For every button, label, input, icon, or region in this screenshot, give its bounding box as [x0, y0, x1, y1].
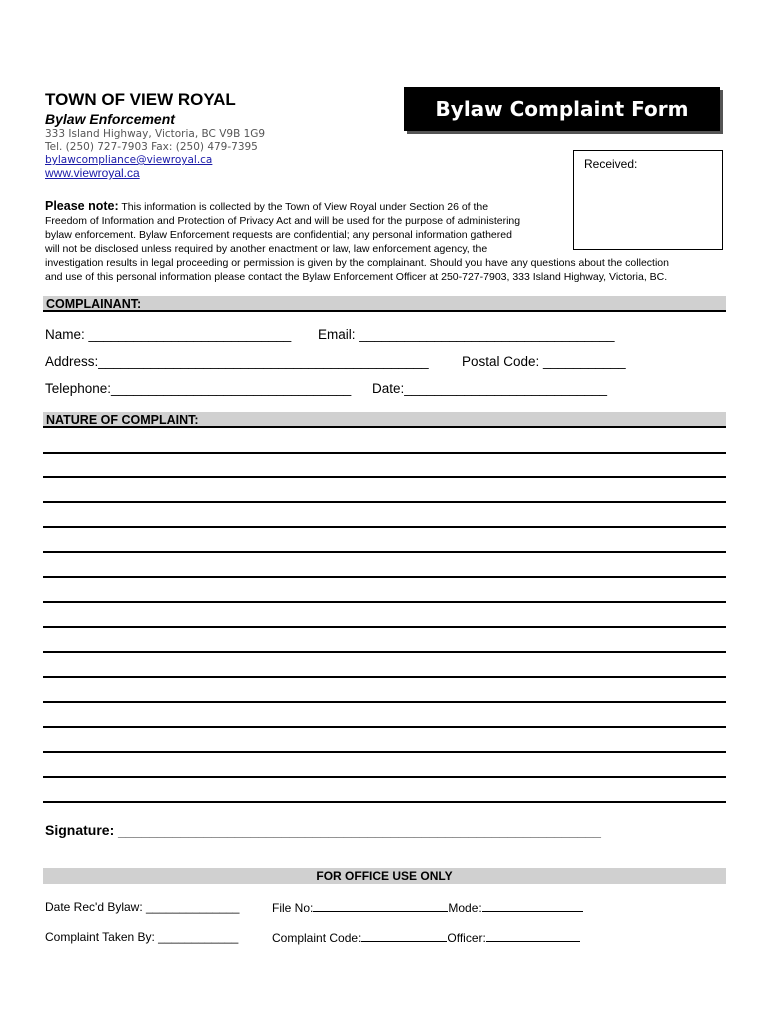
- mode-label: Mode:: [448, 901, 482, 915]
- address-line: 333 Island Highway, Victoria, BC V9B 1G9: [45, 128, 266, 140]
- complaint-line[interactable]: [43, 551, 726, 553]
- note-line-5: investigation results in legal proceeding or permission is given by the complainant. Should you have any questions about the collection: [45, 257, 669, 269]
- complaint-line[interactable]: [43, 751, 726, 753]
- note-line-3: bylaw enforcement. Bylaw Enforcement requests are confidential; any personal information gathered: [45, 229, 512, 241]
- telephone-field[interactable]: Telephone:________________________________: [45, 381, 352, 396]
- form-title: Bylaw Complaint Form: [404, 87, 720, 131]
- name-field[interactable]: Name: ___________________________: [45, 327, 292, 342]
- website-link[interactable]: www.viewroyal.ca: [45, 166, 140, 180]
- complaint-code-field[interactable]: [272, 930, 580, 945]
- signature-field[interactable]: [45, 822, 601, 838]
- privacy-note: [45, 199, 725, 284]
- postal-code-field[interactable]: Postal Code: ___________: [462, 354, 626, 369]
- signature-label: Signature:: [45, 822, 115, 838]
- office-use-heading: FOR OFFICE USE ONLY: [43, 868, 726, 884]
- nature-heading: NATURE OF COMPLAINT:: [43, 412, 726, 428]
- note-line-2: Freedom of Information and Protection of Privacy Act and will be used for the purpose of administering: [45, 215, 521, 227]
- contact-block: [45, 128, 265, 167]
- complaint-code-label: Complaint Code:: [272, 931, 362, 945]
- phone-fax-line: Tel. (250) 727-7903 Fax: (250) 479-7395: [45, 141, 258, 153]
- complainant-heading: COMPLAINANT:: [43, 296, 726, 312]
- note-line-1: Please note: This information is collected by the Town of View Royal under Section 26 of the: [45, 199, 489, 213]
- complaint-line[interactable]: [43, 626, 726, 628]
- complaint-line[interactable]: [43, 701, 726, 703]
- note-label: Please note:: [45, 199, 119, 213]
- complaint-line[interactable]: [43, 526, 726, 528]
- email-field[interactable]: Email: __________________________________: [318, 327, 615, 342]
- file-no-label: File No:: [272, 901, 314, 915]
- complaint-code-line[interactable]: [361, 930, 447, 942]
- complaint-line[interactable]: [43, 476, 726, 478]
- file-no-field[interactable]: [272, 900, 583, 915]
- email-link[interactable]: bylawcompliance@viewroyal.ca: [45, 154, 213, 166]
- complaint-line[interactable]: [43, 601, 726, 603]
- complaint-line[interactable]: [43, 452, 726, 454]
- department-name: Bylaw Enforcement: [45, 111, 175, 127]
- complaint-line[interactable]: [43, 576, 726, 578]
- org-name: TOWN OF VIEW ROYAL: [45, 90, 236, 109]
- address-field[interactable]: Address:____________________________________________: [45, 354, 429, 369]
- complaint-line[interactable]: [43, 651, 726, 653]
- complaint-line[interactable]: [43, 676, 726, 678]
- file-no-line[interactable]: [313, 900, 448, 912]
- date-received-field[interactable]: Date Rec'd Bylaw: ______________: [45, 900, 240, 914]
- complaint-line[interactable]: [43, 501, 726, 503]
- signature-line[interactable]: ______________________________________________________________: [114, 822, 601, 838]
- officer-label: Officer:: [447, 931, 486, 945]
- received-label: Received:: [584, 157, 638, 171]
- note-line-6: and use of this personal information please contact the Bylaw Enforcement Officer at 250-727-7903, 333 Island Highway, Victoria, BC.: [45, 271, 668, 283]
- taken-by-field[interactable]: Complaint Taken By: ____________: [45, 930, 239, 944]
- complaint-line[interactable]: [43, 801, 726, 803]
- complaint-line[interactable]: [43, 776, 726, 778]
- officer-line[interactable]: [486, 930, 580, 942]
- note-line-4: will not be disclosed unless required by another enactment or law, law enforcement agency, the: [45, 243, 488, 255]
- mode-line[interactable]: [482, 900, 583, 912]
- date-field[interactable]: Date:___________________________: [372, 381, 607, 396]
- complaint-line[interactable]: [43, 726, 726, 728]
